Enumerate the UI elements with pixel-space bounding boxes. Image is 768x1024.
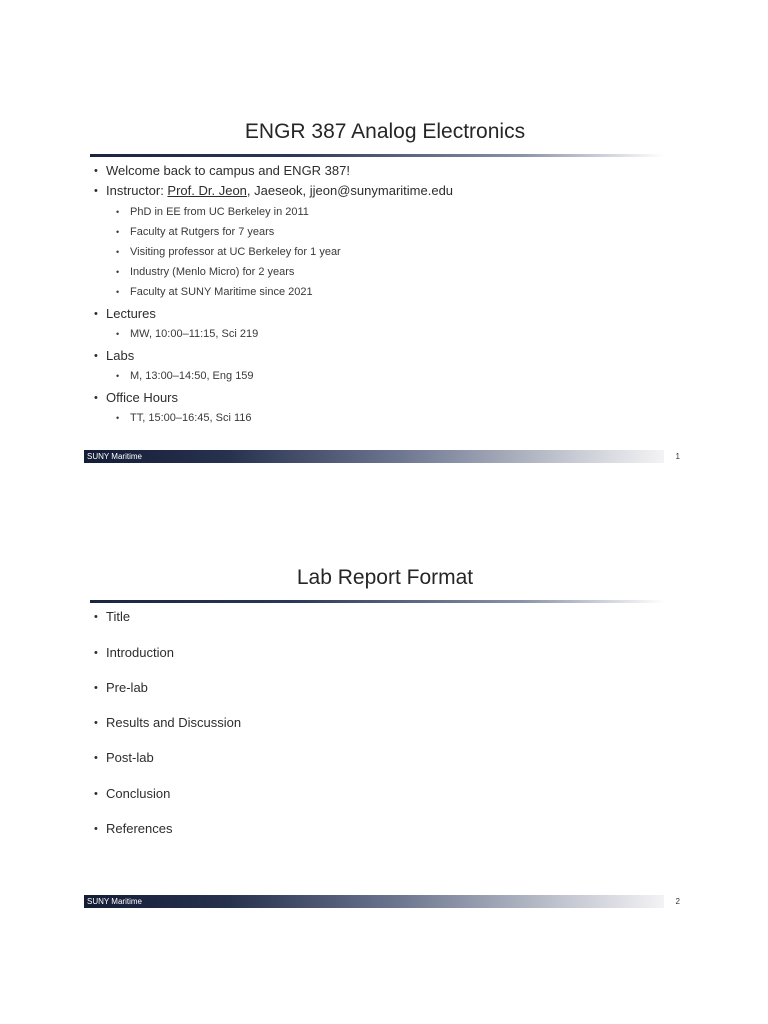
slide-title: Lab Report Format [296, 566, 474, 589]
instructor-label: Instructor [106, 183, 161, 198]
bullet-instructor [94, 183, 453, 199]
footer-bar [84, 450, 664, 463]
bio-item: • Visiting professor at UC Berkeley for 1 year [94, 245, 453, 259]
bullet-item: • Results and Discussion [94, 715, 241, 731]
footer-label: SUNY Maritime [87, 452, 142, 461]
instructor-contact: , Jaeseok, jjeon@sunymaritime.edu [246, 183, 454, 198]
slide-2 [84, 556, 686, 916]
bullet-item: • References [94, 821, 241, 837]
slide-1 [84, 110, 686, 470]
bullet-item: • Conclusion [94, 786, 241, 802]
bullet-item: • Post-lab [94, 750, 241, 766]
slide-title: ENGR 387 Analog Electronics [244, 120, 526, 143]
page-number: 2 [675, 897, 680, 906]
title-divider [90, 154, 664, 157]
office-hours-detail: • TT, 15:00–16:45, Sci 116 [94, 411, 453, 425]
footer-bar [84, 895, 664, 908]
footer-label: SUNY Maritime [87, 897, 142, 906]
bullet-lectures: • Lectures [94, 306, 453, 322]
bullet-item: • Introduction [94, 645, 241, 661]
bullet-office-hours: • Office Hours [94, 390, 453, 406]
instructor-name-link[interactable]: Prof. Dr. Jeon [167, 183, 247, 198]
labs-detail: • M, 13:00–14:50, Eng 159 [94, 369, 453, 383]
bullet-list [94, 163, 453, 425]
bio-item: • Industry (Menlo Micro) for 2 years [94, 265, 453, 279]
bio-item: • PhD in EE from UC Berkeley in 2011 [94, 205, 453, 219]
bullet-item: • Pre-lab [94, 680, 241, 696]
instructor-colon: : [160, 183, 168, 198]
bullet-labs: • Labs [94, 348, 453, 364]
lectures-detail: • MW, 10:00–11:15, Sci 219 [94, 327, 453, 341]
title-divider [90, 600, 664, 603]
bullet-item: • Title [94, 609, 241, 625]
bio-item: • Faculty at SUNY Maritime since 2021 [94, 285, 453, 299]
page-number: 1 [675, 452, 680, 461]
bullet-list [94, 609, 241, 837]
bullet-welcome: • Welcome back to campus and ENGR 387! [94, 163, 453, 179]
bio-item: • Faculty at Rutgers for 7 years [94, 225, 453, 239]
